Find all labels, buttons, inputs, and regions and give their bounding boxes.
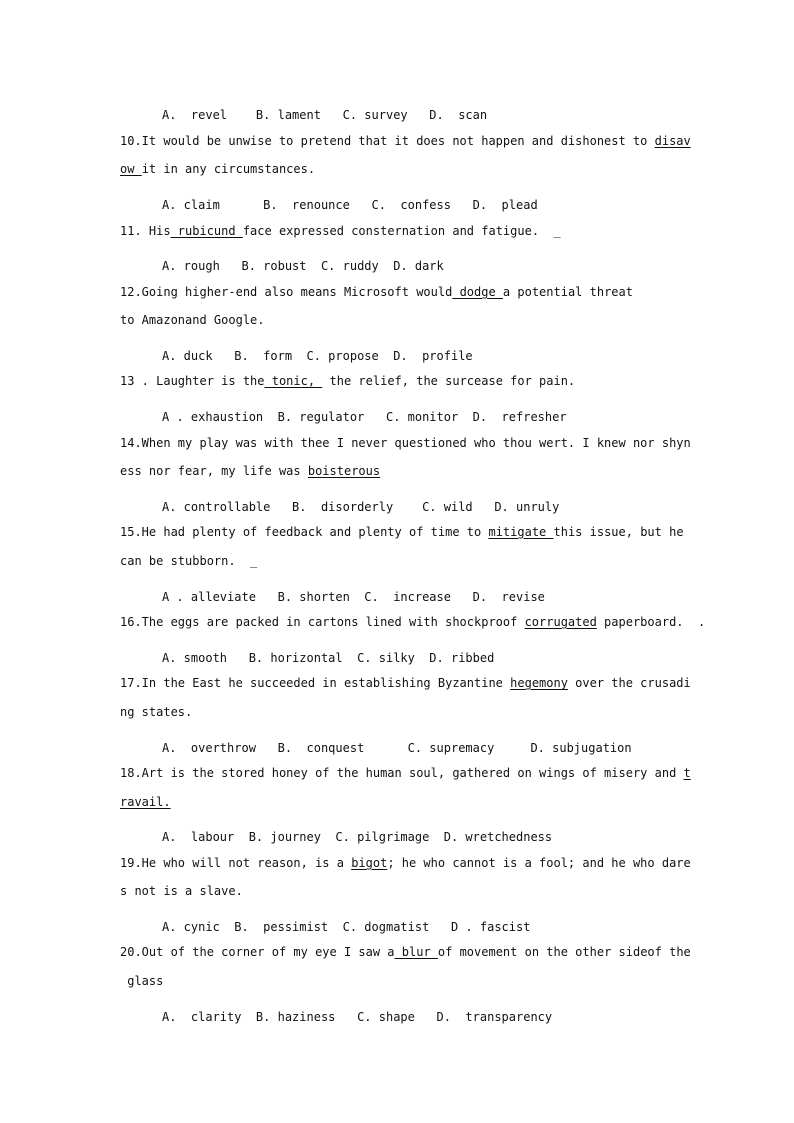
question-14-line-1 xyxy=(120,435,691,451)
options-q14: A. controllable B. disorderly C. wild D. unruly xyxy=(162,500,560,514)
options-q11: A. rough B. robust C. ruddy D. dark xyxy=(162,259,444,273)
question-18-line-1 xyxy=(120,765,691,781)
text: 18.Art is the stored honey of the human soul, gathered on wings of misery and xyxy=(120,766,684,780)
options-q15: A . alleviate B. shorten C. increase D. revise xyxy=(162,590,545,604)
options-q12: A. duck B. form C. propose D. profile xyxy=(162,349,473,363)
question-19-line-1 xyxy=(120,855,691,871)
text: 10.It would be unwise to pretend that it does not happen and dishonest to xyxy=(120,134,655,148)
question-15-line-1 xyxy=(120,524,684,540)
target-word: t xyxy=(683,766,691,780)
target-word: ow xyxy=(120,162,142,176)
question-12-line-2 xyxy=(120,312,680,328)
target-word: bigot xyxy=(351,856,388,870)
target-word: ravail. xyxy=(120,795,171,809)
question-10-line-1 xyxy=(120,133,691,149)
question-11-line-1 xyxy=(120,223,680,239)
question-15-line-2 xyxy=(120,553,680,569)
text: of movement on the other sideof the xyxy=(437,945,691,959)
options-q10: A. claim B. renounce C. confess D. plead xyxy=(162,198,538,212)
text: paperboard. . xyxy=(596,615,706,629)
question-16-line-1 xyxy=(120,614,706,630)
text: to Amazonand Google. xyxy=(120,313,265,327)
target-word: disav xyxy=(654,134,691,148)
target-word: mitigate xyxy=(488,525,554,539)
text: 11. His xyxy=(120,224,171,238)
text: glass xyxy=(120,974,164,988)
text: 20.Out of the corner of my eye I saw a xyxy=(120,945,395,959)
options-q19: A. cynic B. pessimist C. dogmatist D . fascist xyxy=(162,920,531,934)
text: it in any circumstances. xyxy=(141,162,316,176)
text: 17.In the East he succeeded in establishing Byzantine xyxy=(120,676,511,690)
target-word: tonic, xyxy=(264,374,323,388)
text: 13 . Laughter is the xyxy=(120,374,265,388)
question-13-line-1 xyxy=(120,373,680,389)
options-q17: A. overthrow B. conquest C. supremacy D. subjugation xyxy=(162,741,632,755)
target-word: hegemony xyxy=(510,676,568,690)
text: 14.When my play was with thee I never questioned who thou wert. I knew nor shyn xyxy=(120,436,691,450)
options-q9: A. revel B. lament C. survey D. scan xyxy=(162,108,488,122)
options-q20: A. clarity B. haziness C. shape D. transparency xyxy=(162,1010,553,1024)
options-q16: A. smooth B. horizontal C. silky D. ribbed xyxy=(162,651,495,665)
options-q18: A. labour B. journey C. pilgrimage D. wretchedness xyxy=(162,830,553,844)
question-19-line-2 xyxy=(120,883,680,899)
text: over the crusadi xyxy=(567,676,691,690)
text: 19.He who will not reason, is a xyxy=(120,856,352,870)
target-word: dodge xyxy=(452,285,503,299)
text: ess nor fear, my life was xyxy=(120,464,308,478)
target-word: rubicund xyxy=(170,224,243,238)
text: can be stubborn. _ xyxy=(120,554,258,568)
text: 16.The eggs are packed in cartons lined with shockproof xyxy=(120,615,525,629)
question-12-line-1 xyxy=(120,284,680,300)
text: ; he who cannot is a fool; and he who dare xyxy=(387,856,691,870)
question-20-line-2 xyxy=(120,973,680,989)
question-14-line-2 xyxy=(120,463,680,479)
target-word: corrugated xyxy=(524,615,597,629)
text: 15.He had plenty of feedback and plenty of time to xyxy=(120,525,489,539)
question-10-line-2 xyxy=(120,161,680,177)
question-17-line-2 xyxy=(120,704,680,720)
text: 12.Going higher-end also means Microsoft would xyxy=(120,285,453,299)
target-word: blur xyxy=(394,945,438,959)
text: ng states. xyxy=(120,705,193,719)
text: the relief, the surcease for pain. xyxy=(322,374,576,388)
text: a potential threat xyxy=(502,285,633,299)
text: s not is a slave. xyxy=(120,884,243,898)
options-q13: A . exhaustion B. regulator C. monitor D. refresher xyxy=(162,410,567,424)
question-20-line-1 xyxy=(120,944,691,960)
text: this issue, but he xyxy=(553,525,684,539)
question-18-line-2 xyxy=(120,794,680,810)
target-word: boisterous xyxy=(307,464,381,478)
text: face expressed consternation and fatigue. _ xyxy=(242,224,561,238)
question-17-line-1 xyxy=(120,675,691,691)
